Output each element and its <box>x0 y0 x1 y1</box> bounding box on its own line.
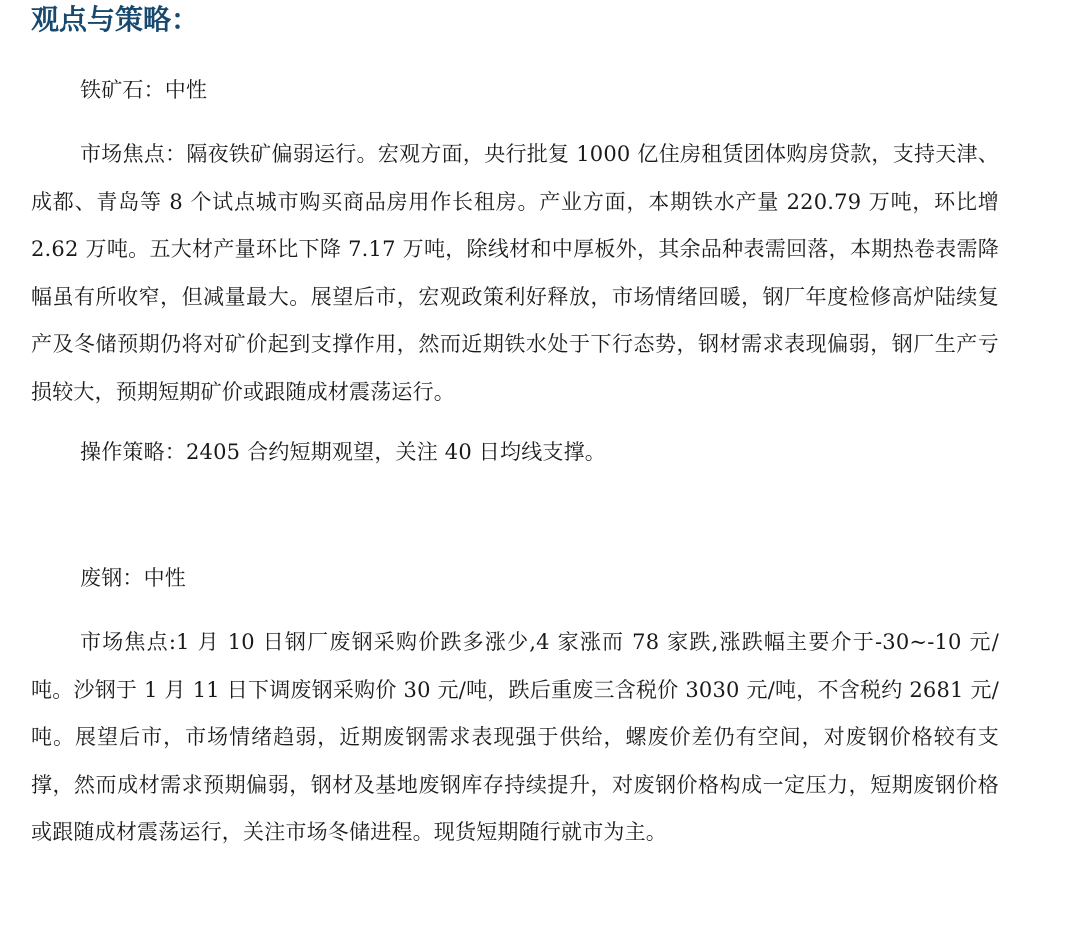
section-heading: 观点与策略： <box>31 3 200 36</box>
iron-ore-strategy: 操作策略：2405 合约短期观望，关注 40 日均线支撑。 <box>80 440 606 464</box>
scrap-steel-market-focus: 市场焦点:1 月 10 日钢厂废钢采购价跌多涨少,4 家涨而 78 家跌,涨跌幅主要介于-30~-10 元/吨。沙钢于 1 月 11 日下调废钢采购价 30 元/吨，跌后重废三含税价 3030 元/吨，不含税约 2681 元/吨。展望后市，市场情绪趋弱，近期废钢需求表现强于供给，螺废价差仍有空间，对废钢价格较有支撑，然而成材需求预期偏弱，钢材及基地废钢库存持续提升，对废钢价格构成一定压力，短期废钢价格或跟随成材震荡运行，关注市场冬储进程。现货短期随行就市为主。 <box>31 630 999 844</box>
iron-ore-title: 铁矿石：中性 <box>80 78 208 102</box>
iron-ore-market-focus: 市场焦点：隔夜铁矿偏弱运行。宏观方面，央行批复 1000 亿住房租赁团体购房贷款，支持天津、成都、青岛等 8 个试点城市购买商品房用作长租房。产业方面，本期铁水产量 220.79 万吨，环比增 2.62 万吨。五大材产量环比下降 7.17 万吨，除线材和中厚板外，其余品种表需回落，本期热卷表需降幅虽有所收窄，但减量最大。展望后市，宏观政策利好释放，市场情绪回暖，钢厂年度检修高炉陆续复产及冬储预期仍将对矿价起到支撑作用，然而近期铁水处于下行态势，钢材需求表现偏弱，钢厂生产亏损较大，预期短期矿价或跟随成材震荡运行。 <box>31 142 999 404</box>
scrap-steel-title: 废钢：中性 <box>80 566 186 590</box>
